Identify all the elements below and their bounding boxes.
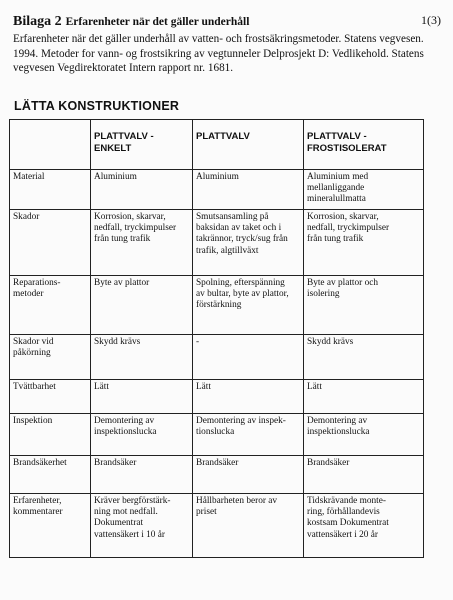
row-label: Brandsäkerhet <box>10 456 91 494</box>
table-row <box>10 494 424 558</box>
row-label: Skador vid påkörning <box>10 335 91 380</box>
table-cell: Byte av plattor och isolering <box>304 276 424 335</box>
table-cell: Hållbarheten beror av priset <box>193 494 304 558</box>
table-cell: Byte av plattor <box>91 276 193 335</box>
table-row <box>10 414 424 456</box>
table-cell: Tidskrävande monte- ring, förhållandevis kostsam Dokumentrat vattensäkert i 20 år <box>304 494 424 558</box>
table-cell: Aluminium med mellanliggande mineralullmatta <box>304 170 424 210</box>
table-cell: Brandsäker <box>193 456 304 494</box>
table-cell: Lätt <box>91 380 193 414</box>
table-cell: Kräver bergförstärk- ning mot nedfall. Dokumentrat vattensäkert i 10 år <box>91 494 193 558</box>
header-cell-plattvalv-enkelt: PLATTVALV - ENKELT <box>91 120 193 170</box>
page-title <box>13 12 249 30</box>
section-heading: LÄTTA KONSTRUKTIONER <box>14 99 180 113</box>
row-label: Reparations- metoder <box>10 276 91 335</box>
appendix-label: Bilaga 2 <box>13 14 62 29</box>
page-number: 1(3) <box>421 13 441 27</box>
table-cell: Demontering av inspek- tionslucka <box>193 414 304 456</box>
table-cell: Spolning, efterspänning av bultar, byte av plattor, förstärkning <box>193 276 304 335</box>
table-cell: Lätt <box>304 380 424 414</box>
table-cell: Aluminium <box>91 170 193 210</box>
table-cell: Brandsäker <box>91 456 193 494</box>
header-cell-empty <box>10 120 91 170</box>
table-row <box>10 210 424 276</box>
maintenance-table <box>9 119 424 558</box>
table-cell: Korrosion, skarvar, nedfall, tryckimpulser från tung trafik <box>91 210 193 276</box>
table-cell: Korrosion, skarvar, nedfall, tryckimpulser från tung trafik <box>304 210 424 276</box>
table-row <box>10 380 424 414</box>
table-cell: Skydd krävs <box>91 335 193 380</box>
row-label: Material <box>10 170 91 210</box>
table-row <box>10 170 424 210</box>
table-cell: Lätt <box>193 380 304 414</box>
table-cell: Demontering av inspektionslucka <box>304 414 424 456</box>
row-label: Inspektion <box>10 414 91 456</box>
table-cell: Skydd krävs <box>304 335 424 380</box>
table-header-row <box>10 120 424 170</box>
table-cell: Demontering av inspektionslucka <box>91 414 193 456</box>
row-label: Tvättbarhet <box>10 380 91 414</box>
table-row <box>10 456 424 494</box>
table-row <box>10 276 424 335</box>
table-cell: - <box>193 335 304 380</box>
page-header <box>13 12 441 28</box>
intro-paragraph: Erfarenheter när det gäller underhåll av vatten- och frostsäkringsmetoder. Statens vegvesen. 1994. Metoder for vann- og frostsikring av vegtunneler Delprosjekt D: Vedlikehold. Statens vegvesen Vegdirektoratet Intern rapport nr. 1681. <box>13 33 424 74</box>
header-cell-plattvalv: PLATTVALV <box>193 120 304 170</box>
row-label: Skador <box>10 210 91 276</box>
row-label: Erfarenheter, kommentarer <box>10 494 91 558</box>
table-cell: Aluminium <box>193 170 304 210</box>
table-cell: Smutsansamling på baksidan av taket och i takrännor, tryck/sug från trafik, algtillväxt <box>193 210 304 276</box>
table-cell: Brandsäker <box>304 456 424 494</box>
table-row <box>10 335 424 380</box>
header-cell-plattvalv-frostisolerat: PLATTVALV - FROSTISOLERAT <box>304 120 424 170</box>
appendix-title: Erfarenheter när det gäller underhåll <box>65 16 250 28</box>
